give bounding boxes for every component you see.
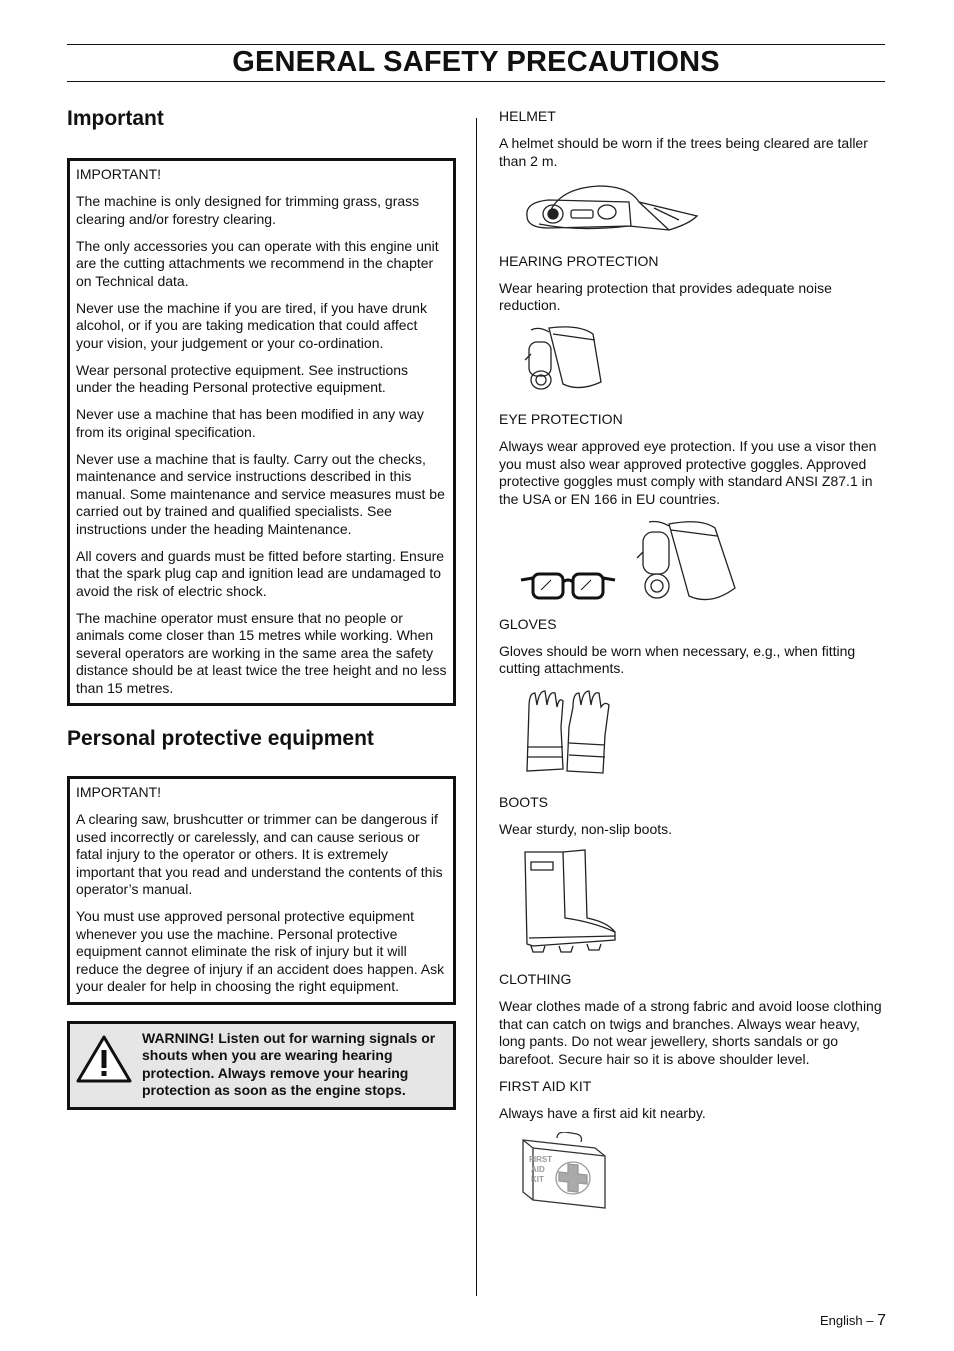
page-footer: [820, 1312, 886, 1330]
page-number: 7: [877, 1312, 886, 1329]
first-aid-heading: FIRST AID KIT: [499, 1077, 592, 1094]
right-column: [499, 108, 887, 1229]
important-paragraph: Never use a machine that is faulty. Carry out the checks, maintenance and service instructions described in this manual. Some maintenance and service measures must be carried out by trained and qualified specialists. See instructions under the heading Maintenance.: [76, 450, 445, 537]
important-paragraph: All covers and guards must be fitted before starting. Ensure that the spark plug cap and ignition lead are undamaged to avoid the risk of electric shock.: [76, 547, 445, 599]
important-box-label: IMPORTANT!: [76, 166, 162, 182]
ppe-paragraph: You must use approved personal protective equipment whenever you use the machine. Personal protective equipment cannot eliminate the risk of injury but it will reduce the degree of injury if an accident does happen. Ask your dealer for help in choosing the right equipment.: [76, 908, 445, 994]
important-box: [67, 158, 456, 706]
footer-language: English: [819, 1313, 863, 1328]
gloves-text: Gloves should be worn when necessary, e.g., when fitting cutting attachments.: [499, 642, 856, 676]
gloves-heading: GLOVES: [499, 615, 557, 632]
title-underline: [67, 81, 885, 82]
ppe-box: [67, 776, 456, 1005]
first-aid-text: Always have a first aid kit nearby.: [499, 1104, 706, 1121]
important-paragraph: Never use a machine that has been modified in any way from its original specification.: [76, 406, 424, 440]
clothing-text: Wear clothes made of a strong fabric and avoid loose clothing that can catch on twigs and branches. Always wear heavy, long pants. Do not wear jewellery, shorts sandals or go barefoot. Secure hair so it is above shoulder level.: [499, 998, 882, 1067]
important-paragraph: The only accessories you can operate with this engine unit are the cutting attachments we recommend in the chapter on Technical data.: [76, 237, 439, 289]
eye-protection-illustration: [519, 518, 887, 604]
left-column: [67, 104, 456, 1110]
warning-box: [67, 1021, 456, 1110]
boots-heading: BOOTS: [499, 794, 549, 810]
hearing-protection-icon: [519, 324, 887, 399]
ppe-heading: Personal protective equipment: [67, 727, 374, 750]
important-paragraph: The machine operator must ensure that no people or animals come closer than 15 metres while working. When several operators are working in the same area the safety distance should be at least twice the tree height and no less than 15 metres.: [76, 609, 447, 696]
eye-heading: EYE PROTECTION: [499, 411, 623, 427]
important-paragraph: Never use the machine if you are tired, if you have drunk alcohol, or if you are taking medication that could affect your vision, your judgement or your co-ordination.: [76, 299, 427, 351]
goggles-icon: [519, 568, 617, 604]
important-heading: Important: [67, 107, 164, 130]
kit-label-line: KIT: [531, 1174, 544, 1184]
kit-label-line: FIRST: [529, 1154, 553, 1164]
footer-separator: –: [866, 1313, 874, 1328]
visor-icon: [631, 518, 737, 604]
helmet-text: A helmet should be worn if the trees being cleared are taller than 2 m.: [499, 135, 868, 169]
ppe-paragraph: A clearing saw, brushcutter or trimmer can be dangerous if used incorrectly or carelessly, and can cause serious or fatal injury to the operator or others. It is extremely important that you read and understand the contents of this operator’s manual.: [76, 811, 443, 897]
page-title: GENERAL SAFETY PRECAUTIONS: [232, 46, 720, 78]
hearing-text: Wear hearing protection that provides adequate noise reduction.: [499, 279, 832, 313]
eye-text: Always wear approved eye protection. If you use a visor then you must also wear approved protective goggles. Approved protective goggles must comply with standard ANSI Z87.1 in the USA or EN 166 in EU countries.: [499, 438, 877, 507]
important-paragraph: Wear personal protective equipment. See instructions under the heading Personal protective equipment.: [76, 361, 409, 395]
helmet-heading: HELMET: [499, 108, 556, 124]
kit-label-line: AID: [531, 1164, 545, 1174]
helmet-icon: [519, 180, 887, 241]
boots-icon: [519, 848, 887, 959]
important-paragraph: The machine is only designed for trimming grass, grass clearing and/or forestry clearing.: [76, 193, 420, 227]
boots-text: Wear sturdy, non-slip boots.: [499, 821, 673, 837]
warning-triangle-icon: [76, 1030, 142, 1100]
warning-text: WARNING! Listen out for warning signals or shouts when you are wearing hearing protection. Always remove your hearing protection as soon as the engine stops.: [142, 1029, 436, 1098]
column-divider: [476, 118, 477, 1296]
first-aid-kit-icon: [521, 1132, 887, 1217]
clothing-heading: CLOTHING: [499, 971, 572, 987]
hearing-heading: HEARING PROTECTION: [499, 252, 659, 269]
gloves-icon: [519, 687, 887, 782]
ppe-box-label: IMPORTANT!: [76, 784, 162, 800]
